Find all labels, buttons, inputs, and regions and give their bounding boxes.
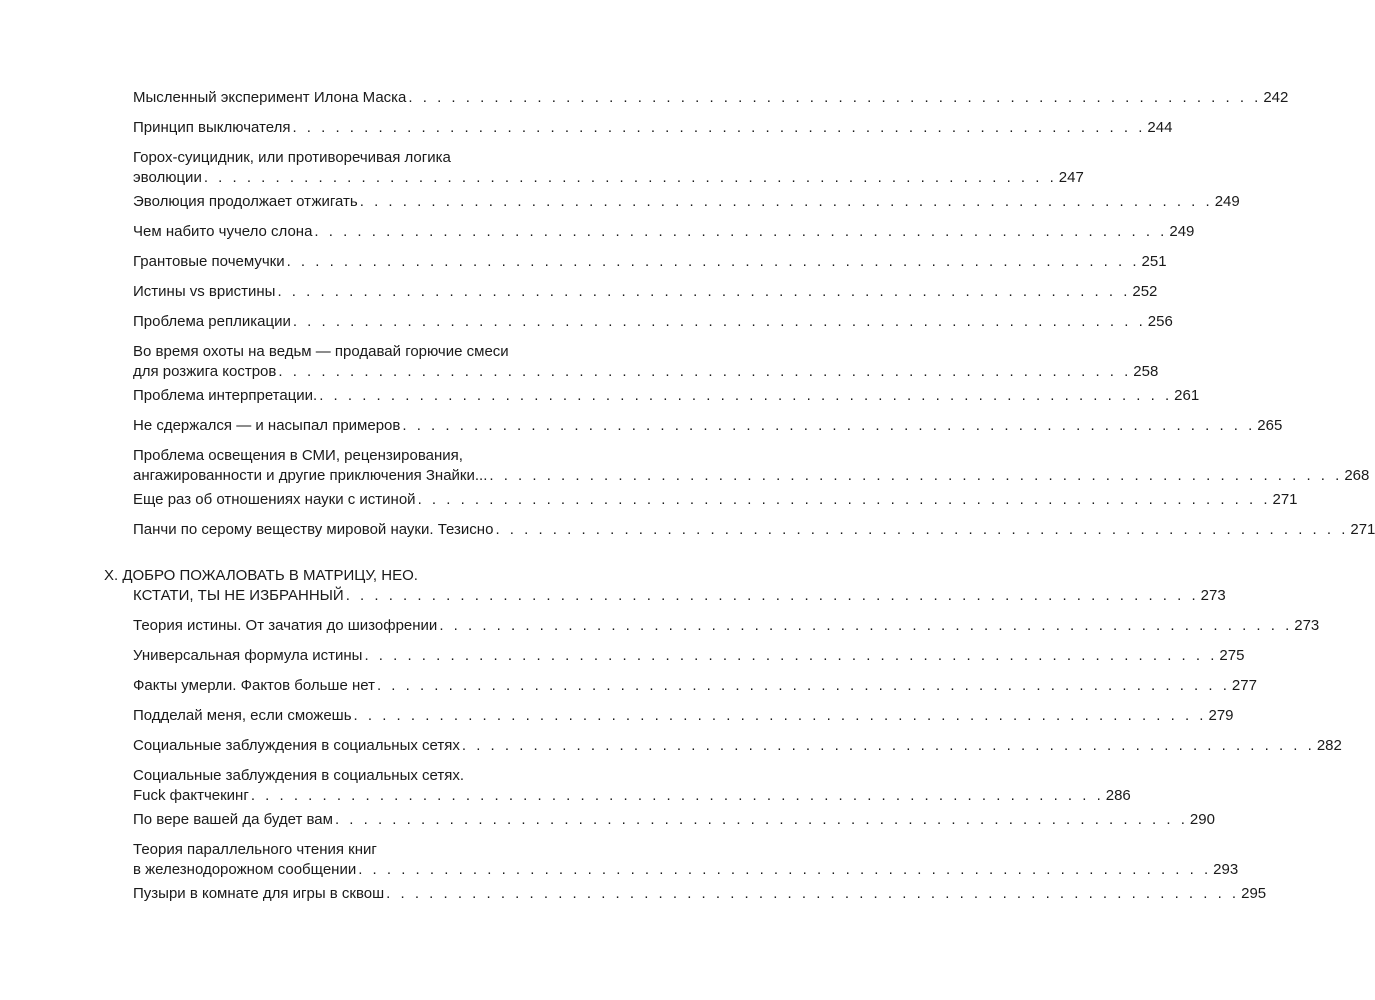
toc-entry-title: Горох-суицидник, или противоречивая логика [133, 149, 451, 166]
toc-entry-line [133, 736, 1342, 756]
toc-entry-title: ангажированности и другие приключения Знайки... [133, 467, 488, 484]
page-number: 265 [1257, 417, 1283, 434]
toc-entry [133, 192, 1240, 212]
dot-leader: . . . . . . . . . . . . . . . . . . . . . . . . . . . . . . . . . . . . . . . . . . . . . . . . . . . . . . . . . . . . [402, 417, 1256, 434]
toc-entry-title: Во время охоты на ведьм — продавай горючие смеси [133, 343, 509, 360]
toc-entry [133, 252, 1167, 272]
page-number: 247 [1058, 169, 1084, 186]
toc-entry [133, 884, 1267, 904]
dot-leader: . . . . . . . . . . . . . . . . . . . . . . . . . . . . . . . . . . . . . . . . . . . . . . . . . . . . . . . . . . . . [292, 313, 1146, 330]
toc-entry-line [133, 646, 1245, 666]
toc-entry-title: Fuck фактчекинг [133, 787, 249, 804]
toc-entry [133, 646, 1245, 666]
dot-leader: . . . . . . . . . . . . . . . . . . . . . . . . . . . . . . . . . . . . . . . . . . . . . . . . . . . . . . . . . . . . [277, 283, 1131, 300]
toc-entry-title: в железнодорожном сообщении [133, 861, 357, 878]
toc-entry-line [133, 766, 571, 786]
page-number: 258 [1133, 363, 1159, 380]
toc-entry [133, 490, 1298, 510]
page-number: 249 [1214, 193, 1240, 210]
toc-entry-line [133, 706, 1234, 726]
dot-leader: . . . . . . . . . . . . . . . . . . . . . . . . . . . . . . . . . . . . . . . . . . . . . . . . . . . . . . . . . . . . [359, 193, 1213, 210]
toc-entry-title: Проблема интерпретации. [133, 387, 318, 404]
dot-leader: . . . . . . . . . . . . . . . . . . . . . . . . . . . . . . . . . . . . . . . . . . . . . . . . . . . . . . . . . . . . [495, 521, 1349, 538]
page-number: 273 [1200, 587, 1226, 604]
toc-entry-title: Мысленный эксперимент Илона Маска [133, 89, 407, 106]
toc-entry [133, 810, 1215, 830]
toc-entry-title: Не сдержался — и насыпал примеров [133, 417, 401, 434]
toc-entry-line [133, 342, 571, 362]
toc-entry-line [133, 192, 1240, 212]
toc-entry-title: X. ДОБРО ПОЖАЛОВАТЬ В МАТРИЦУ, НЕО. [104, 567, 418, 584]
dot-leader: . . . . . . . . . . . . . . . . . . . . . . . . . . . . . . . . . . . . . . . . . . . . . . . . . . . . . . . . . . . . [319, 387, 1173, 404]
chapter-heading [104, 566, 1226, 606]
page-number: 261 [1174, 387, 1200, 404]
toc-entry-line [133, 118, 1173, 138]
toc-entry [133, 736, 1342, 756]
toc-entry-line [133, 810, 1215, 830]
dot-leader: . . . . . . . . . . . . . . . . . . . . . . . . . . . . . . . . . . . . . . . . . . . . . . . . . . . . . . . . . . . . [203, 169, 1057, 186]
toc-entry-line [133, 884, 1267, 904]
toc-entry-line [133, 282, 1158, 302]
toc-entry-line [133, 386, 1200, 406]
toc-entry-line [104, 586, 1226, 606]
toc-entry-title: Панчи по серому веществу мировой науки. Тезисно [133, 521, 494, 538]
page-number: 251 [1141, 253, 1167, 270]
toc-entry-line [133, 416, 1283, 436]
toc-entry-line [133, 222, 1195, 242]
dot-leader: . . . . . . . . . . . . . . . . . . . . . . . . . . . . . . . . . . . . . . . . . . . . . . . . . . . . . . . . . . . . [250, 787, 1104, 804]
toc-entry-line [133, 362, 1159, 382]
page-number: 268 [1344, 467, 1370, 484]
toc-entry [133, 118, 1173, 138]
toc-entry-title: Социальные заблуждения в социальных сетях [133, 737, 460, 754]
toc-entry-title: Теория параллельного чтения книг [133, 841, 377, 858]
toc-entry [133, 706, 1234, 726]
toc-entry-line [133, 786, 1131, 806]
toc-entry-title: Факты умерли. Фактов больше нет [133, 677, 375, 694]
dot-leader: . . . . . . . . . . . . . . . . . . . . . . . . . . . . . . . . . . . . . . . . . . . . . . . . . . . . . . . . . . . . [358, 861, 1212, 878]
toc-entry [133, 616, 1320, 636]
toc-entry-title: Проблема репликации [133, 313, 291, 330]
page-number: 271 [1272, 491, 1298, 508]
toc-entry-title: Принцип выключателя [133, 119, 291, 136]
page-number: 277 [1231, 677, 1257, 694]
toc-entry-line [133, 466, 1370, 486]
dot-leader: . . . . . . . . . . . . . . . . . . . . . . . . . . . . . . . . . . . . . . . . . . . . . . . . . . . . . . . . . . . . [376, 677, 1230, 694]
toc-entry-line [133, 520, 1375, 540]
toc-entry-line [133, 840, 571, 860]
toc-entry-line [133, 446, 571, 466]
toc-entry [133, 88, 1289, 108]
toc-entry-title: КСТАТИ, ТЫ НЕ ИЗБРАННЫЙ [133, 587, 344, 604]
dot-leader: . . . . . . . . . . . . . . . . . . . . . . . . . . . . . . . . . . . . . . . . . . . . . . . . . . . . . . . . . . . . [292, 119, 1146, 136]
page-number: 249 [1169, 223, 1195, 240]
toc-entry-line [133, 490, 1298, 510]
toc-entry [133, 148, 1084, 188]
toc-entry-line [133, 312, 1173, 332]
page-number: 295 [1241, 885, 1267, 902]
toc-entry [133, 386, 1200, 406]
page-number: 293 [1213, 861, 1239, 878]
dot-leader: . . . . . . . . . . . . . . . . . . . . . . . . . . . . . . . . . . . . . . . . . . . . . . . . . . . . . . . . . . . . [314, 223, 1168, 240]
page-number: 256 [1147, 313, 1173, 330]
toc-entry [133, 520, 1375, 540]
toc-entry [133, 282, 1158, 302]
toc-entry [133, 416, 1283, 436]
dot-leader: . . . . . . . . . . . . . . . . . . . . . . . . . . . . . . . . . . . . . . . . . . . . . . . . . . . . . . . . . . . . [439, 617, 1293, 634]
dot-leader: . . . . . . . . . . . . . . . . . . . . . . . . . . . . . . . . . . . . . . . . . . . . . . . . . . . . . . . . . . . . [364, 647, 1218, 664]
toc-entry-title: Подделай меня, если сможешь [133, 707, 352, 724]
page-number: 273 [1294, 617, 1320, 634]
toc-entry-line [133, 860, 1239, 880]
dot-leader: . . . . . . . . . . . . . . . . . . . . . . . . . . . . . . . . . . . . . . . . . . . . . . . . . . . . . . . . . . . . [386, 885, 1240, 902]
page-number: 282 [1316, 737, 1342, 754]
toc-entry-title: эволюции [133, 169, 202, 186]
toc-entry [133, 446, 1370, 486]
toc-entry-title: Социальные заблуждения в социальных сетях. [133, 767, 465, 784]
toc-entry-line [133, 252, 1167, 272]
toc-entry-line [133, 148, 571, 168]
toc-entry-title: Еще раз об отношениях науки с истиной [133, 491, 416, 508]
dot-leader: . . . . . . . . . . . . . . . . . . . . . . . . . . . . . . . . . . . . . . . . . . . . . . . . . . . . . . . . . . . . [286, 253, 1140, 270]
toc-entry-title: По вере вашей да будет вам [133, 811, 333, 828]
page-number: 286 [1105, 787, 1131, 804]
toc-entry-line [133, 676, 1257, 696]
dot-leader: . . . . . . . . . . . . . . . . . . . . . . . . . . . . . . . . . . . . . . . . . . . . . . . . . . . . . . . . . . . . [334, 811, 1188, 828]
dot-leader: . . . . . . . . . . . . . . . . . . . . . . . . . . . . . . . . . . . . . . . . . . . . . . . . . . . . . . . . . . . . [345, 587, 1199, 604]
page-number: 279 [1208, 707, 1234, 724]
toc-entry-title: Теория истины. От зачатия до шизофрении [133, 617, 438, 634]
dot-leader: . . . . . . . . . . . . . . . . . . . . . . . . . . . . . . . . . . . . . . . . . . . . . . . . . . . . . . . . . . . . [461, 737, 1315, 754]
toc-entry-title: Эволюция продолжает отжигать [133, 193, 358, 210]
dot-leader: . . . . . . . . . . . . . . . . . . . . . . . . . . . . . . . . . . . . . . . . . . . . . . . . . . . . . . . . . . . . [489, 467, 1343, 484]
toc-entry [133, 222, 1195, 242]
toc-entry-title: Проблема освещения в СМИ, рецензирования, [133, 447, 463, 464]
toc-entry [133, 766, 1131, 806]
toc-entry [133, 312, 1173, 332]
toc-entry-line [133, 88, 1289, 108]
dot-leader: . . . . . . . . . . . . . . . . . . . . . . . . . . . . . . . . . . . . . . . . . . . . . . . . . . . . . . . . . . . . [353, 707, 1207, 724]
toc-entry-title: Чем набито чучело слона [133, 223, 313, 240]
toc-entry [133, 342, 1159, 382]
page-number: 252 [1132, 283, 1158, 300]
toc-entry-title: Истины vs вристины [133, 283, 276, 300]
dot-leader: . . . . . . . . . . . . . . . . . . . . . . . . . . . . . . . . . . . . . . . . . . . . . . . . . . . . . . . . . . . . [417, 491, 1271, 508]
dot-leader: . . . . . . . . . . . . . . . . . . . . . . . . . . . . . . . . . . . . . . . . . . . . . . . . . . . . . . . . . . . . [408, 89, 1262, 106]
toc-entry-line [104, 566, 571, 586]
page-number: 275 [1219, 647, 1245, 664]
page-number: 244 [1147, 119, 1173, 136]
toc-entry-line [133, 168, 1084, 188]
toc-entry-title: Пузыри в комнате для игры в сквош [133, 885, 385, 902]
dot-leader: . . . . . . . . . . . . . . . . . . . . . . . . . . . . . . . . . . . . . . . . . . . . . . . . . . . . . . . . . . . . [278, 363, 1132, 380]
page-number: 242 [1263, 89, 1289, 106]
page-number: 290 [1189, 811, 1215, 828]
page-number: 271 [1350, 521, 1375, 538]
toc-entry-title: Универсальная формула истины [133, 647, 363, 664]
toc-entry-title: для розжига костров [133, 363, 277, 380]
toc-entry [133, 840, 1239, 880]
toc-entry-line [133, 616, 1320, 636]
toc-entry [133, 676, 1257, 696]
toc-entry-title: Грантовые почемучки [133, 253, 285, 270]
